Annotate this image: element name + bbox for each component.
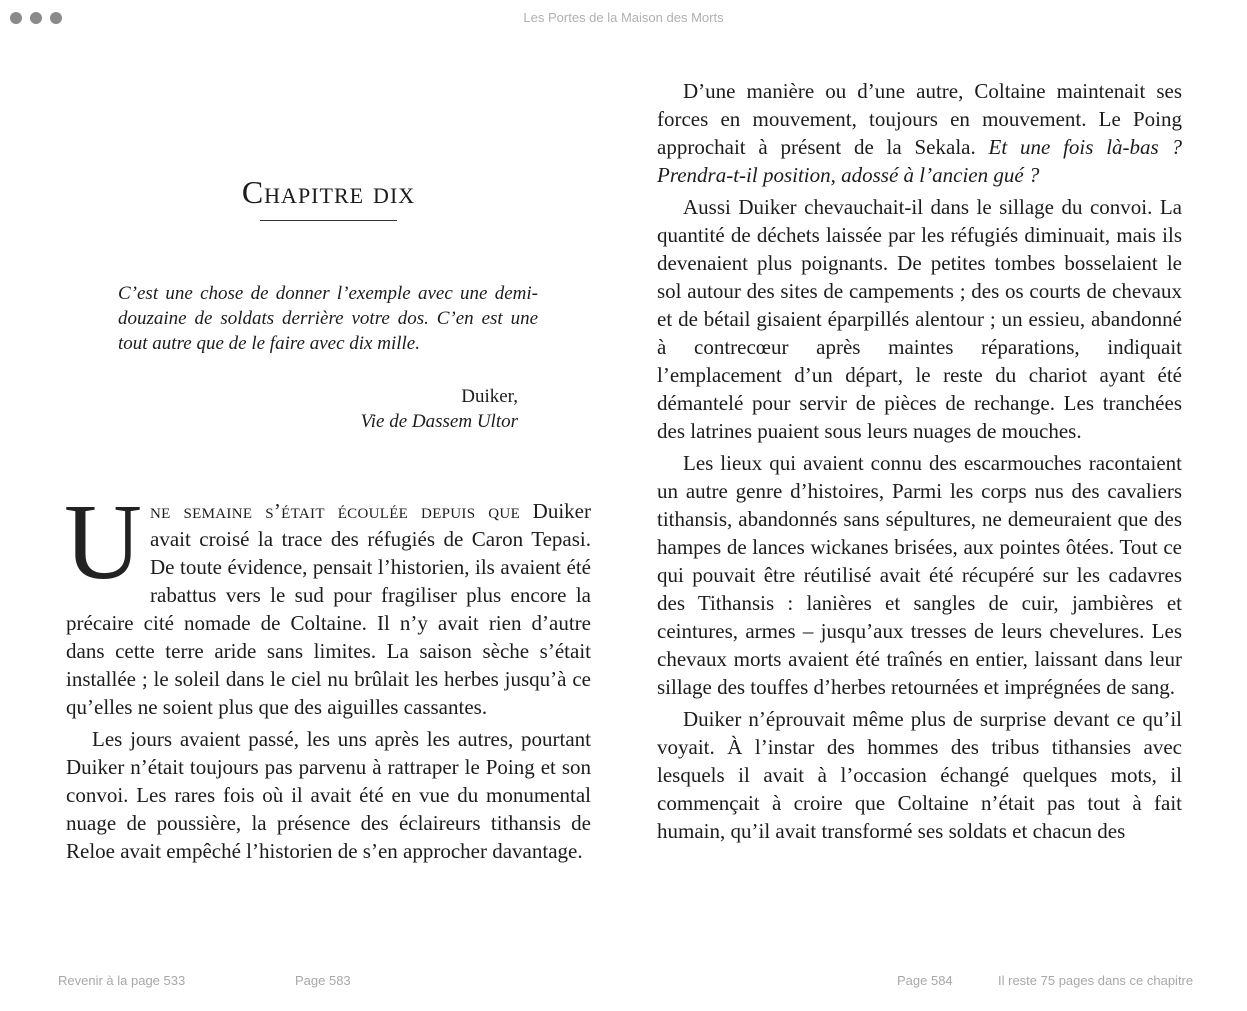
left-page-number: Page 583 <box>295 973 351 988</box>
paragraph: Les lieux qui avaient connu des escarmouches racontaient un autre genre d’histoires, Parmi les corps nus des cavaliers tithansis, abandonnés sans sépultures, ne demeuraient que des hampes de lances wickanes brisées, aux pointes ôtées. Tout ce qui pouvait être réutilisé avait été récupéré sur les cadavres des Tithansis : lanières et sangles de cuir, jambières et ceintures, armes – jusqu’aux tresses de leurs chevelures. Les chevaux morts avaient été traînés en entier, laissant dans leur sillage des touffes d’herbes retournées et imprégnées de sang. <box>657 451 1182 699</box>
chapter-title: Chapitre dix <box>241 174 416 210</box>
paragraph <box>657 77 1182 189</box>
paragraph <box>64 483 591 721</box>
window-title: Les Portes de la Maison des Morts <box>523 10 724 25</box>
lead-in-small-caps: ne semaine s’était écoulée depuis que <box>150 499 521 523</box>
epigraph-author: Duiker, <box>461 386 518 407</box>
title-bar <box>0 0 1247 36</box>
paragraph-text: Duiker avait croisé la trace des réfugiés de Caron Tepasi. De toute évidence, pensait l’historien, ils avaient été rabattus vers le sud pour fragiliser plus encore la précaire cité nomade de Coltaine. Il n’y avait rien d’autre dans cette terre aride sans limites. La saison sèche s’était installée ; le soleil dans le ciel nu brûlait les herbes jusqu’à ce qu’elles ne soient plus que des aiguilles cassantes. <box>66 499 591 719</box>
paragraph: Duiker n’éprouvait même plus de surprise devant ce qu’il voyait. À l’instar des hommes des tribus tithansies avec lesquels il avait à l’occasion échangé quelques mots, il commençait à croire que Coltaine n’était pas tout à fait humain, qu’il avait transformé ses soldats et chacun des <box>657 707 1182 843</box>
paragraph: Aussi Duiker chevauchait-il dans le sillage du convoi. La quantité de déchets laissée par les réfugiés diminuait, mais ils devenaient plus poignants. De petites tombes bosselaient le sol autour des sites de campements ; des os courts de chevaux et de bétail gisaient éparpillés alentour ; un essieu, abandonné à contrecœur après maintes réparations, indiquait l’emplacement d’un départ, le reste du chariot ayant été démantelé pour servir de pièces de rechange. Les tranchées des latrines puaient sous leurs nuages de mouches. <box>657 195 1182 443</box>
epigraph-work: Vie de Dassem Ultor <box>360 411 518 432</box>
paragraph-text: D’une manière ou d’une autre, Coltaine maintenait ses forces en mouvement, toujours en mouvement. Le Poing approchait à présent de la Sekala. <box>657 79 1182 159</box>
paragraph: Les jours avaient passé, les uns après les autres, pourtant Duiker n’était toujours pas parvenu à rattraper le Poing et son convoi. Les rares fois où il avait été en vue du monumental nuage de poussière, la présence des éclaireurs tithansis de Reloe avait empêché l’historien de s’en approcher davantage. <box>66 727 591 863</box>
epigraph-text: C’est une chose de donner l’exemple avec une demi-douzaine de soldats derrière votre dos. C’en est une tout autre que de le faire avec dix mille. <box>118 283 538 354</box>
right-page-number: Page 584 <box>897 973 953 988</box>
pages-remaining-label: Il reste 75 pages dans ce chapitre <box>998 973 1194 988</box>
left-page-text <box>64 483 591 865</box>
right-page-text <box>657 77 1182 845</box>
epigraph-attribution <box>118 384 518 434</box>
chapter-divider <box>260 220 397 221</box>
drop-cap: U <box>64 483 142 602</box>
paragraph-italic-text: Et une fois là-bas ? Prendra-t-il position, adossé à l’ancien gué ? <box>657 135 1182 187</box>
back-to-page-link[interactable]: Revenir à la page 533 <box>58 973 186 988</box>
